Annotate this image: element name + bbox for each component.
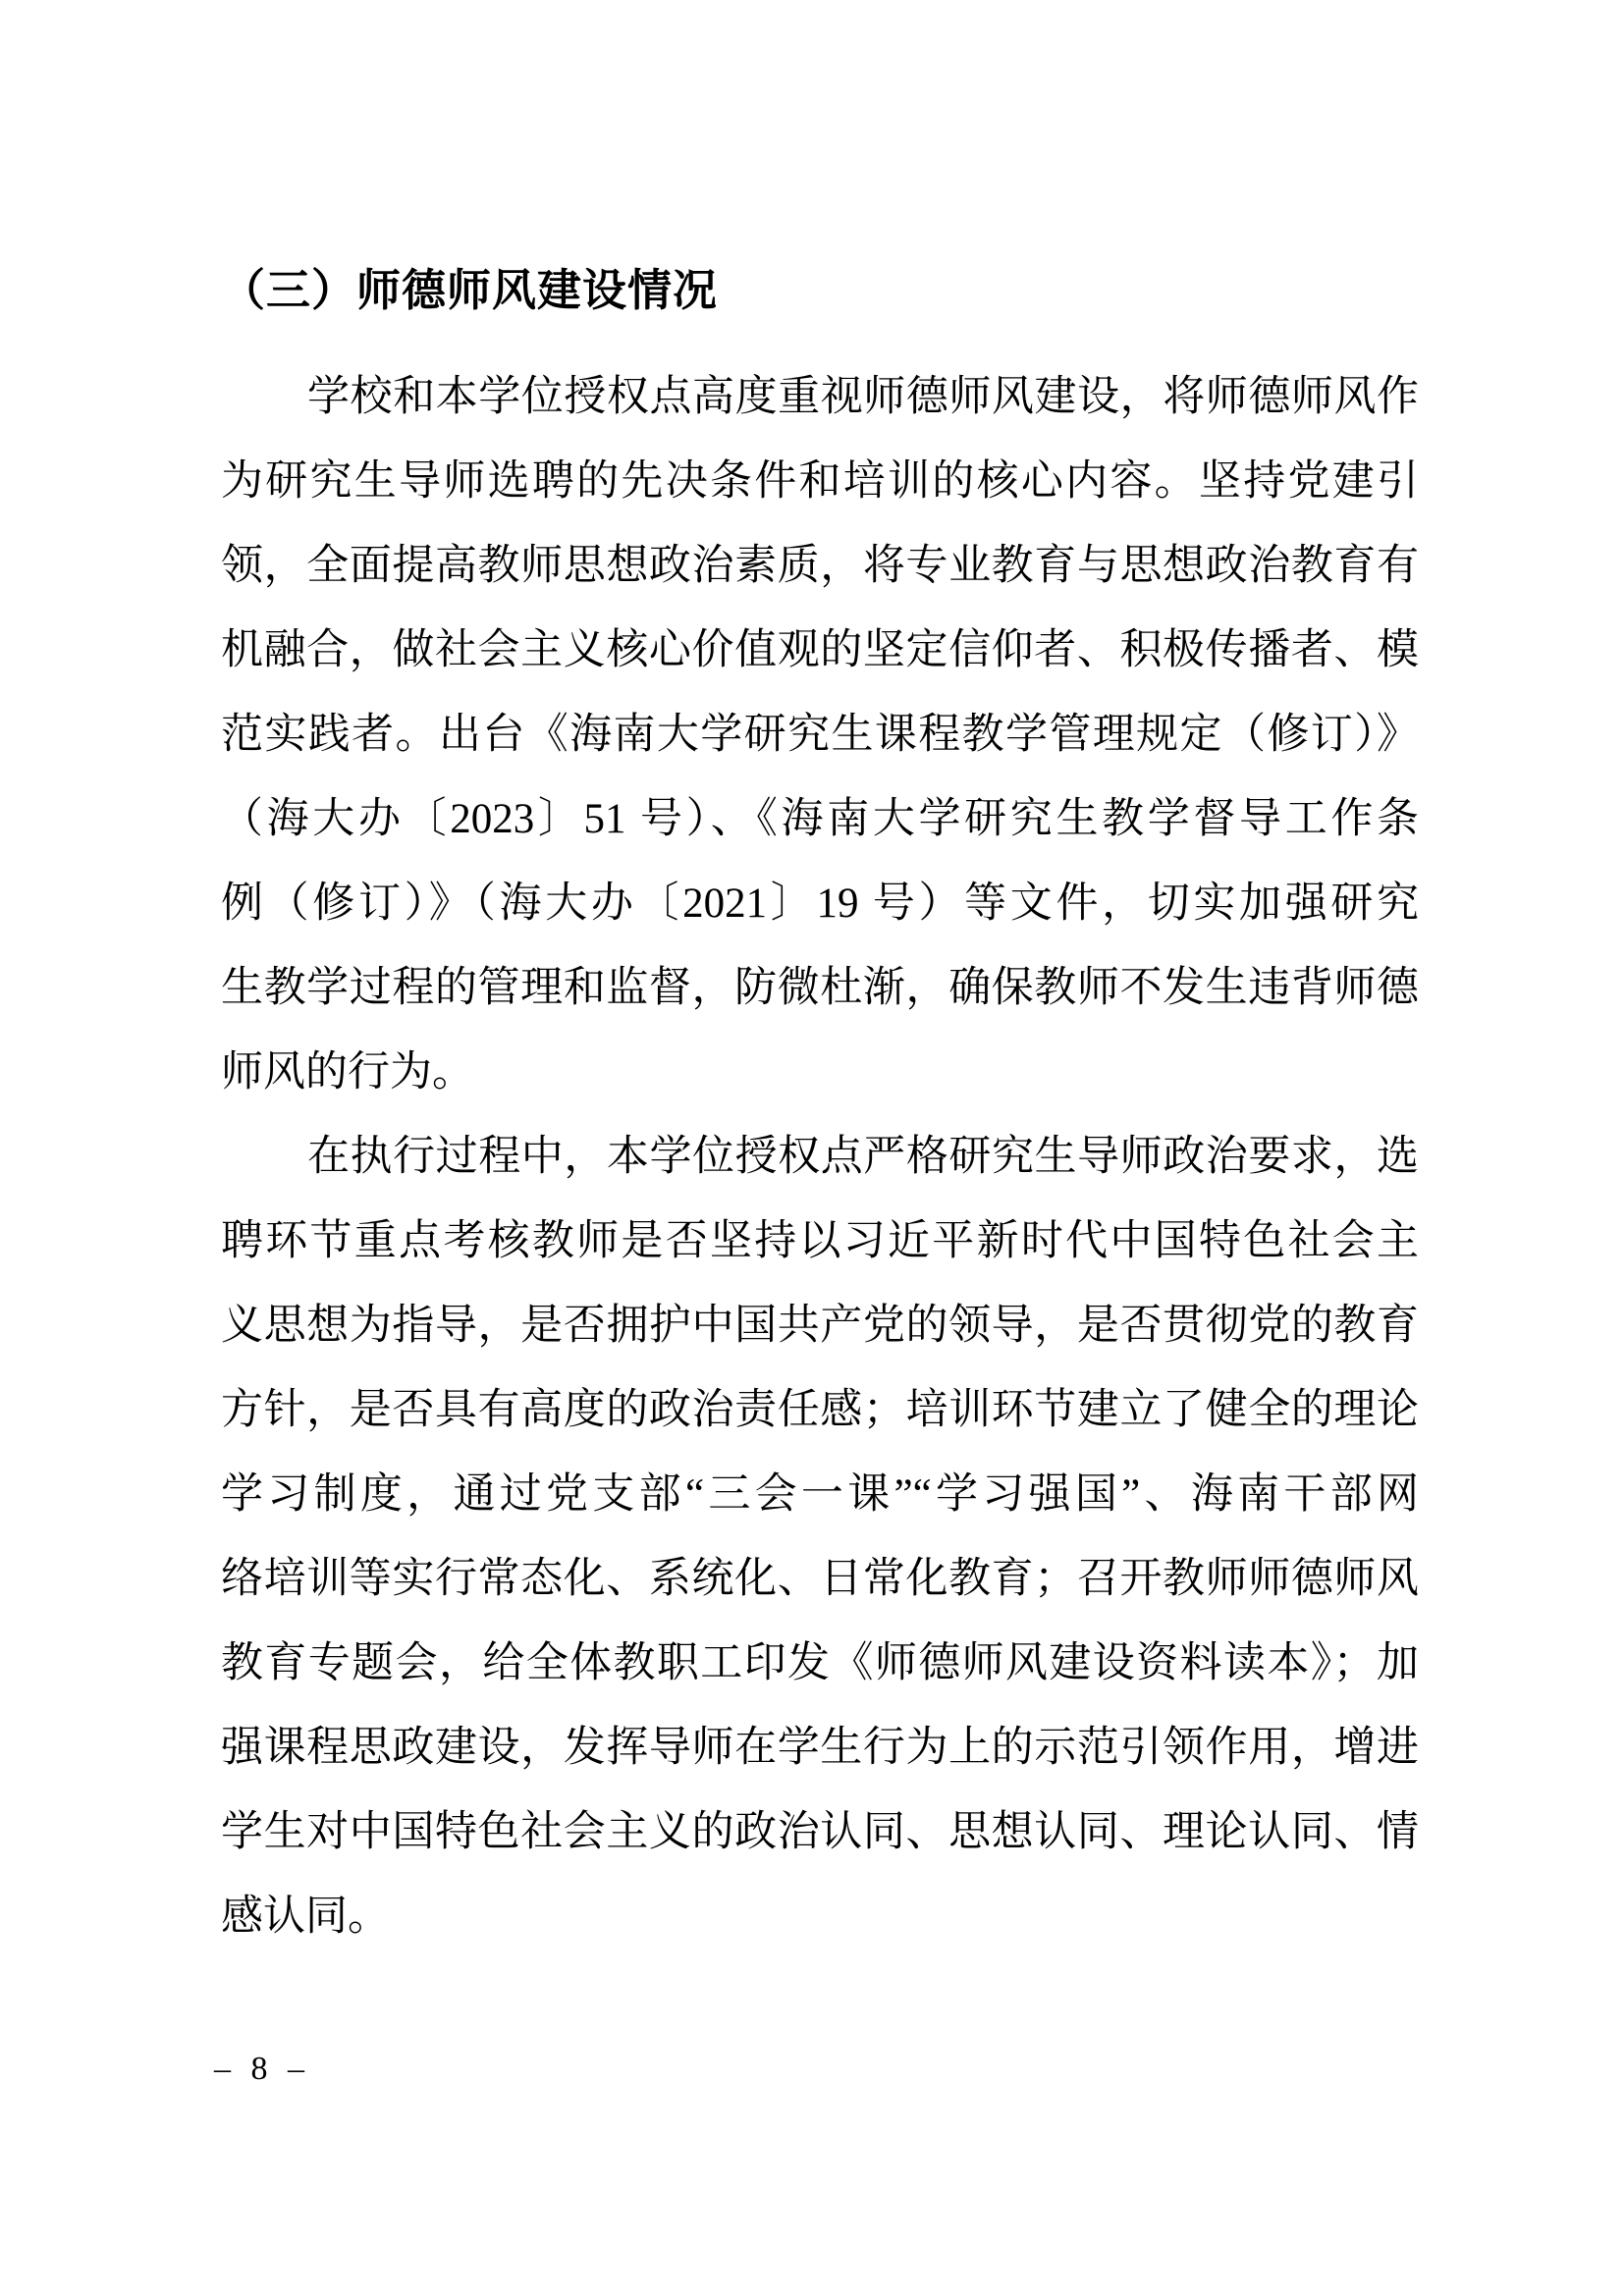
paragraph-1-line: 学校和本学位授权点高度重视师德师风建设，将师德师风作 bbox=[307, 374, 1419, 420]
paragraph-2-line: 在执行过程中，本学位授权点严格研究生导师政治要求，选 bbox=[307, 1134, 1419, 1180]
paragraph-2-line: 方针，是否具有高度的政治责任感；培训环节建立了健全的理论 bbox=[221, 1387, 1419, 1433]
paragraph-2-line: 络培训等实行常态化、系统化、日常化教育；召开教师师德师风 bbox=[221, 1556, 1419, 1602]
page-number: – 8 – bbox=[214, 2051, 310, 2087]
paragraph-2-line: 聘环节重点考核教师是否坚持以习近平新时代中国特色社会主 bbox=[221, 1218, 1419, 1264]
paragraph-1-line: （海大办〔2023〕51 号）、《海南大学研究生教学督导工作条 bbox=[221, 796, 1419, 842]
paragraph-2-line: 感认同。 bbox=[221, 1894, 390, 1940]
paragraph-1-line: 例（修订）》（海大办〔2021〕19 号）等文件，切实加强研究 bbox=[221, 881, 1419, 927]
paragraph-2-line: 义思想为指导，是否拥护中国共产党的领导，是否贯彻党的教育 bbox=[221, 1303, 1419, 1349]
paragraph-2-line: 教育专题会，给全体教职工印发《师德师风建设资料读本》；加 bbox=[221, 1640, 1419, 1686]
body-text bbox=[221, 355, 1419, 1959]
paragraph-1-line: 师风的行为。 bbox=[221, 1049, 474, 1095]
paragraph-2-line: 学习制度，通过党支部“三会一课”“学习强国”、海南干部网 bbox=[221, 1471, 1419, 1518]
paragraph-1-line: 为研究生导师选聘的先决条件和培训的核心内容。坚持党建引 bbox=[221, 458, 1419, 505]
paragraph-2-line: 学生对中国特色社会主义的政治认同、思想认同、理论认同、情 bbox=[221, 1809, 1419, 1855]
paragraph-1-line: 机融合，做社会主义核心价值观的坚定信仰者、积极传播者、模 bbox=[221, 627, 1419, 673]
paragraph-1-line: 范实践者。出台《海南大学研究生课程教学管理规定（修订）》 bbox=[221, 712, 1419, 758]
paragraph-1-line: 领，全面提高教师思想政治素质，将专业教育与思想政治教育有 bbox=[221, 543, 1419, 589]
paragraph-2-line: 强课程思政建设，发挥导师在学生行为上的示范引领作用，增进 bbox=[221, 1725, 1419, 1771]
paragraph-1-line: 生教学过程的管理和监督，防微杜渐，确保教师不发生违背师德 bbox=[221, 965, 1419, 1011]
section-heading: （三）师德师风建设情况 bbox=[221, 266, 719, 315]
